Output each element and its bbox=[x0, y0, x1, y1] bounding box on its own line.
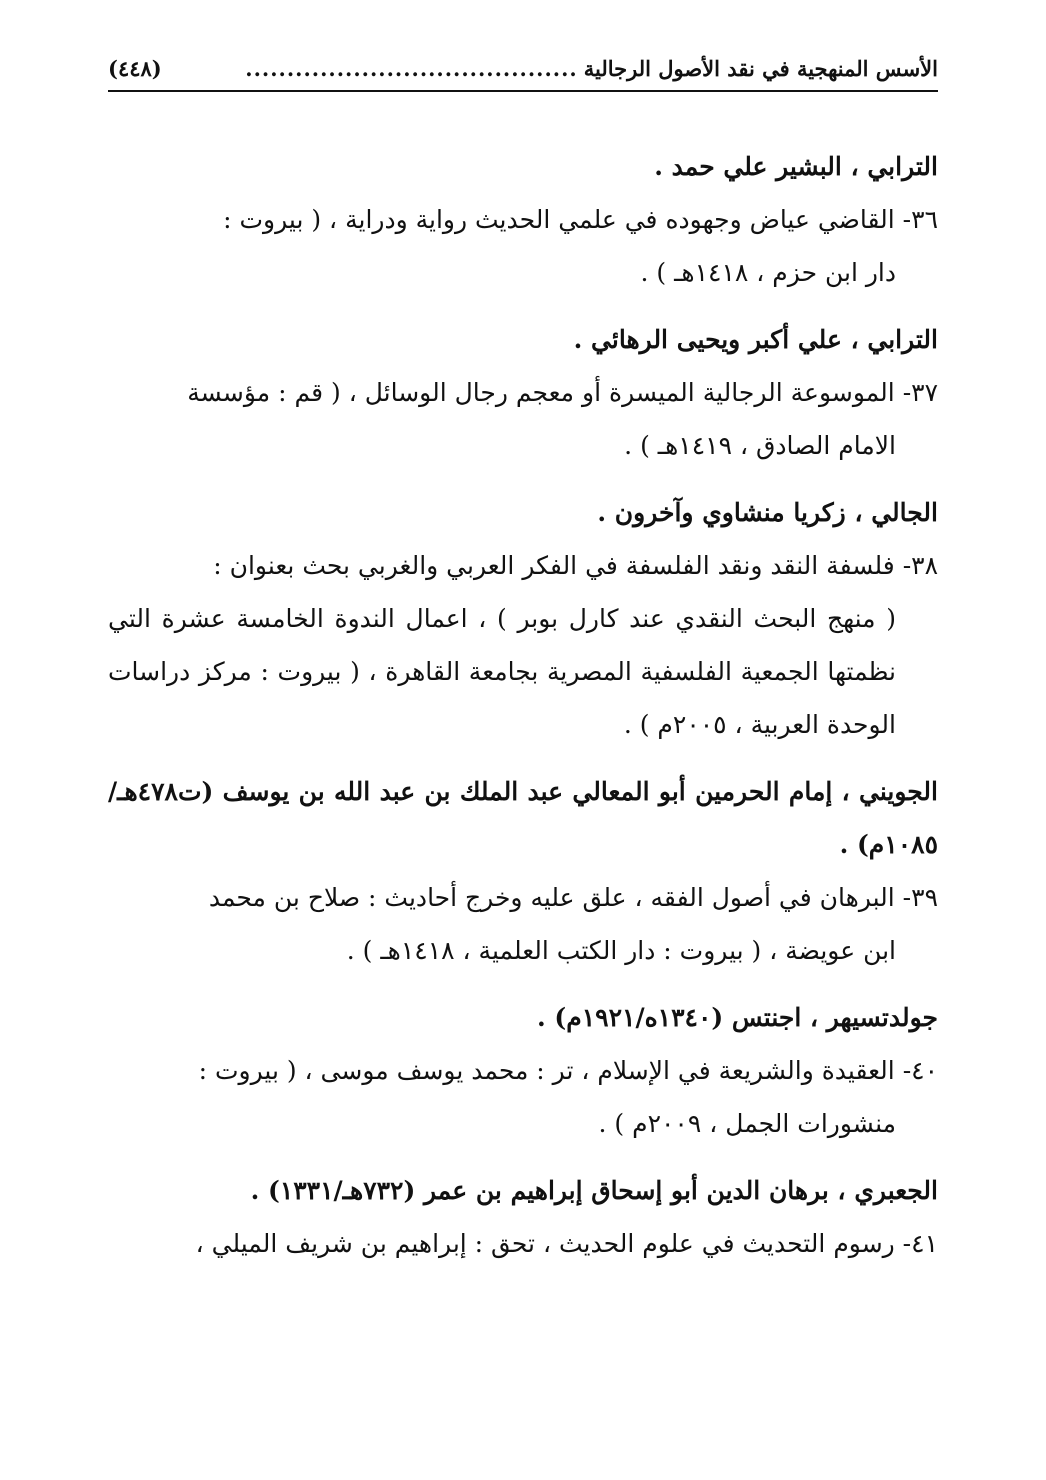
reference-first-line: ٤٠- العقيدة والشريعة في الإسلام ، تر : محمد يوسف موسى ، ( بيروت : bbox=[198, 1056, 938, 1085]
bibliography-entry bbox=[108, 765, 938, 977]
bibliography-entry bbox=[108, 140, 938, 299]
bibliography-entry bbox=[108, 313, 938, 472]
running-header bbox=[108, 46, 938, 92]
bibliography-entry bbox=[108, 991, 938, 1150]
reference-first-line: ٣٨- فلسفة النقد ونقد الفلسفة في الفكر العربي والغربي بحث بعنوان : bbox=[213, 551, 938, 580]
reference-text bbox=[108, 1044, 938, 1150]
reference-text bbox=[108, 1217, 938, 1270]
author-line: الترابي ، البشير علي حمد . bbox=[654, 152, 938, 181]
reference-first-line: ٤١- رسوم التحديث في علوم الحديث ، تحق : إبراهيم بن شريف الميلي ، bbox=[195, 1229, 938, 1258]
author-line: الترابي ، علي أكبر ويحيى الرهائي . bbox=[573, 325, 938, 354]
bibliography-list bbox=[108, 140, 938, 1284]
reference-continuation: الامام الصادق ، ١٤١٩هـ ) . bbox=[624, 431, 896, 460]
reference-text bbox=[108, 539, 938, 751]
reference-text bbox=[108, 193, 938, 299]
reference-first-line: ٣٩- البرهان في أصول الفقه ، علق عليه وخرج أحاديث : صلاح بن محمد bbox=[208, 883, 938, 912]
reference-continuation: ابن عويضة ، ( بيروت : دار الكتب العلمية ، ١٤١٨هـ ) . bbox=[346, 936, 896, 965]
bibliography-entry bbox=[108, 486, 938, 751]
author-line: الجالي ، زكريا منشاوي وآخرون . bbox=[597, 498, 938, 527]
reference-continuation: منشورات الجمل ، ٢٠٠٩م ) . bbox=[598, 1109, 896, 1138]
reference-continuation: ( منهج البحث النقدي عند كارل بوبر ) ، اعمال الندوة الخامسة عشرة التي نظمتها الجمعية الفلسفية المصرية بجامعة القاهرة ، ( بيروت : مركز دراسات الوحدة العربية ، ٢٠٠٥م ) . bbox=[108, 604, 896, 739]
page-number: (٤٤٨) bbox=[108, 55, 162, 81]
author-line: الجويني ، إمام الحرمين أبو المعالي عبد الملك بن عبد الله بن يوسف (ت٤٧٨هـ/١٠٨٥م) . bbox=[108, 777, 938, 859]
author-line: الجعبري ، برهان الدين أبو إسحاق إبراهيم بن عمر (٧٣٢هـ/١٣٣١) . bbox=[250, 1176, 938, 1205]
author-line: جولدتسيهر ، اجنتس (١٣٤٠ه/١٩٢١م) . bbox=[537, 1003, 938, 1032]
reference-first-line: ٣٧- الموسوعة الرجالية الميسرة أو معجم رجال الوسائل ، ( قم : مؤسسة bbox=[187, 378, 938, 407]
reference-text bbox=[108, 871, 938, 977]
reference-continuation: دار ابن حزم ، ١٤١٨هـ ) . bbox=[640, 258, 896, 287]
bibliography-entry bbox=[108, 1164, 938, 1270]
header-leader-dots: ........................................ bbox=[245, 55, 578, 81]
reference-first-line: ٣٦- القاضي عياض وجهوده في علمي الحديث رواية ودراية ، ( بيروت : bbox=[223, 205, 938, 234]
header-title: الأسس المنهجية في نقد الأصول الرجالية bbox=[583, 55, 938, 81]
reference-text bbox=[108, 366, 938, 472]
